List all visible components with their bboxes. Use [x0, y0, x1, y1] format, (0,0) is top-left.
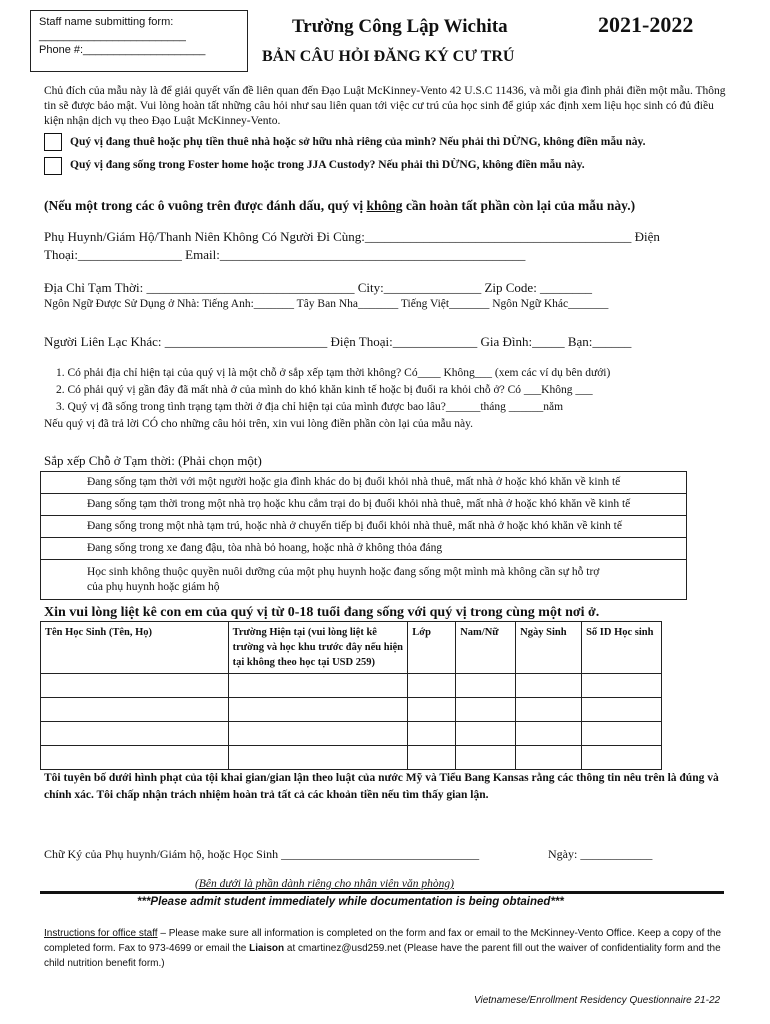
col-student-id: Số ID Học sinh	[582, 622, 662, 674]
form-title: BẢN CÂU HỎI ĐĂNG KÝ CƯ TRÚ	[262, 48, 515, 65]
arrangement-option[interactable]: Đang sống tạm thời với một người hoặc gia đình khác do bị đuổi khỏi nhà thuê, mất nhà ở hoặc khó khăn về kinh tế	[41, 472, 687, 494]
cell[interactable]	[41, 698, 229, 722]
skip-note-end: cần hoàn tất phần còn lại của mẫu này.)	[402, 198, 636, 213]
rent-own-label: Quý vị đang thuê hoặc phụ tiền thuê nhà hoặc sở hữu nhà riêng của mình? Nếu phải thì DỪNG, không điền mẫu này.	[70, 136, 646, 148]
cell[interactable]	[228, 746, 408, 770]
staff-info-box	[30, 10, 248, 72]
cell[interactable]	[582, 674, 662, 698]
arrangement-row[interactable]	[41, 472, 687, 494]
staff-name-field[interactable]: ________________________	[39, 30, 186, 42]
cell[interactable]	[516, 698, 582, 722]
phone-email-field[interactable]: Thoại:________________ Email:_______________________________________________	[44, 247, 526, 262]
student-table	[40, 621, 662, 770]
skip-note	[44, 198, 635, 214]
question-1: 1. Có phải địa chỉ hiện tại của quý vị là một chỗ ở sắp xếp tạm thời không? Có____ Không___ (xem các ví dụ bên dưới)	[56, 367, 611, 379]
instructions-text-a: – Please make sure all information is completed on the form and fax or email to the McKinney-Vento Office. Keep a copy of the completed form. Fax to 973-4699 or email the	[44, 928, 722, 954]
arrangement-row[interactable]	[41, 516, 687, 538]
col-birthdate: Ngày Sinh	[516, 622, 582, 674]
cell[interactable]	[228, 722, 408, 746]
cell[interactable]	[408, 698, 456, 722]
cell[interactable]	[456, 698, 516, 722]
questions-note: Nếu quý vị đã trả lời CÓ cho những câu hỏi trên, xin vui lòng điền phần còn lại của mẫu này.	[44, 418, 473, 430]
arrangement-title: Sắp xếp Chỗ ở Tạm thời: (Phải chọn một)	[44, 453, 262, 468]
signature-field[interactable]: Chữ Ký của Phụ huynh/Giám hộ, hoặc Học Sinh _________________________________	[44, 847, 480, 861]
arrangement-row[interactable]	[41, 538, 687, 560]
cell[interactable]	[408, 674, 456, 698]
col-gender: Nam/Nữ	[456, 622, 516, 674]
instructions-liaison: Liaison	[249, 943, 285, 954]
cell[interactable]	[582, 698, 662, 722]
col-current-school: Trường Hiện tại (vui lòng liệt kê trường và học khu trước đây nếu hiện tại không theo học tại USD 259)	[228, 622, 408, 674]
staff-name-label: Staff name submitting form:	[39, 16, 174, 28]
cell[interactable]	[582, 722, 662, 746]
cell[interactable]	[228, 698, 408, 722]
question-2: 2. Có phải quý vị gần đây đã mất nhà ở của mình do khó khăn kinh tế hoặc bị đuổi ra khỏi chỗ ở? Có ___Không ___	[56, 384, 593, 396]
oath-statement: Tôi tuyên bố dưới hình phạt của tội khai gian/gian lận theo luật của nước Mỹ và Tiểu Bang Kansas rằng các thông tin nêu trên là đúng và chính xác. Tôi chấp nhận trách nhiệm hoàn trả tất cả các khoản tiền nếu tìm thấy gian lận.	[44, 772, 719, 801]
footer-doc-id: Vietnamese/Enrollment Residency Questionnaire 21-22	[474, 995, 721, 1006]
language-field[interactable]: Ngôn Ngữ Được Sử Dụng ở Nhà: Tiếng Anh:_______ Tây Ban Nha_______ Tiếng Việt_______ Ngôn Ngữ Khác_______	[44, 298, 609, 310]
foster-label: Quý vị đang sống trong Foster home hoặc trong JJA Custody? Nếu phải thì DỪNG, không điền mẫu này.	[70, 159, 585, 171]
rent-own-checkbox[interactable]	[44, 133, 62, 151]
table-row[interactable]	[41, 698, 662, 722]
instructions-text-b: at cmartinez@usd259.net (Please have the parent fill out the waiver of confidentiality form and the child nutrition benefit form.)	[44, 943, 721, 969]
cell[interactable]	[41, 746, 229, 770]
foster-checkbox[interactable]	[44, 157, 62, 175]
table-row[interactable]	[41, 722, 662, 746]
school-year: 2021-2022	[598, 12, 694, 37]
skip-note-emphasis: không	[366, 198, 403, 213]
col-grade: Lớp	[408, 622, 456, 674]
cell[interactable]	[41, 674, 229, 698]
skip-note-start: (Nếu một trong các ô vuông trên được đánh dấu, quý vị	[44, 198, 367, 213]
arrangement-option[interactable]: Đang sống tạm thời trong một nhà trọ hoặc khu cắm trại do bị đuổi khỏi nhà thuê, mất nhà ở hoặc khó khăn về kinh tế	[41, 494, 687, 516]
cell[interactable]	[456, 746, 516, 770]
contact-field[interactable]: Người Liên Lạc Khác: _________________________ Điện Thoại:_____________ Gia Đình:_____ Bạn:______	[44, 334, 632, 349]
arrangement-option[interactable]: Đang sống trong xe đang đậu, tòa nhà bỏ hoang, hoặc nhà ở không thỏa đáng	[41, 538, 687, 560]
staff-phone-field[interactable]: Phone #:____________________	[39, 44, 206, 56]
arrangement-table	[40, 471, 687, 600]
table-row[interactable]	[41, 674, 662, 698]
cell[interactable]	[516, 746, 582, 770]
arrangement-row[interactable]	[41, 494, 687, 516]
cell[interactable]	[516, 722, 582, 746]
date-field[interactable]: Ngày: ____________	[548, 847, 653, 861]
cell[interactable]	[456, 722, 516, 746]
student-list-title: Xin vui lòng liệt kê con em của quý vị từ 0-18 tuổi đang sống với quý vị trong cùng một nơi ở.	[44, 605, 600, 620]
address-field[interactable]: Địa Chỉ Tạm Thời: ________________________________ City:_______________ Zip Code: ________	[44, 280, 593, 295]
intro-paragraph: Chủ đích của mẫu này là để giải quyết vấn đề liên quan đến Đạo Luật McKinney-Vento 42 U.S.C 11436, và mỗi gia đình phải điền một mẫu. Thông tin sẽ được bảo mật. Vui lòng hoàn tất những câu hỏi như sau liên quan tới việc cư trú của học sinh để giúp xác định xem liệu học sinh có đủ điều kiện nhận dịch vụ theo Đạo Luật McKinney-Vento.	[44, 85, 726, 127]
office-use-heading: (Bên dưới là phần dành riêng cho nhân viên văn phòng)	[195, 878, 454, 890]
cell[interactable]	[228, 674, 408, 698]
cell[interactable]	[408, 746, 456, 770]
divider	[40, 891, 724, 894]
cell[interactable]	[516, 674, 582, 698]
cell[interactable]	[41, 722, 229, 746]
instructions-label: Instructions for office staff	[44, 928, 158, 939]
admit-notice: ***Please admit student immediately while documentation is being obtained***	[137, 896, 564, 908]
cell[interactable]	[456, 674, 516, 698]
question-3: 3. Quý vị đã sống trong tình trạng tạm thời ở địa chỉ hiện tại của mình được bao lâu?______tháng ______năm	[56, 401, 564, 413]
cell[interactable]	[408, 722, 456, 746]
col-student-name: Tên Học Sinh (Tên, Họ)	[41, 622, 229, 674]
parent-name-field[interactable]: Phụ Huynh/Giám Hộ/Thanh Niên Không Có Người Đi Cùng:_________________________________________ Điện	[44, 229, 660, 244]
cell[interactable]	[582, 746, 662, 770]
table-row[interactable]	[41, 746, 662, 770]
office-instructions	[44, 926, 734, 971]
arrangement-option[interactable]: Học sinh không thuộc quyền nuôi dưỡng của một phụ huynh hoặc đang sống một mình mà không cần sự hỗ trợ của phụ huynh hoặc giám hộ	[41, 560, 687, 600]
school-name: Trường Công Lập Wichita	[292, 16, 508, 37]
arrangement-row[interactable]	[41, 560, 687, 600]
arrangement-option[interactable]: Đang sống trong một nhà tạm trú, hoặc nhà ở chuyển tiếp bị đuổi khỏi nhà thuê, mất nhà ở hoặc khó khăn về kinh tế	[41, 516, 687, 538]
